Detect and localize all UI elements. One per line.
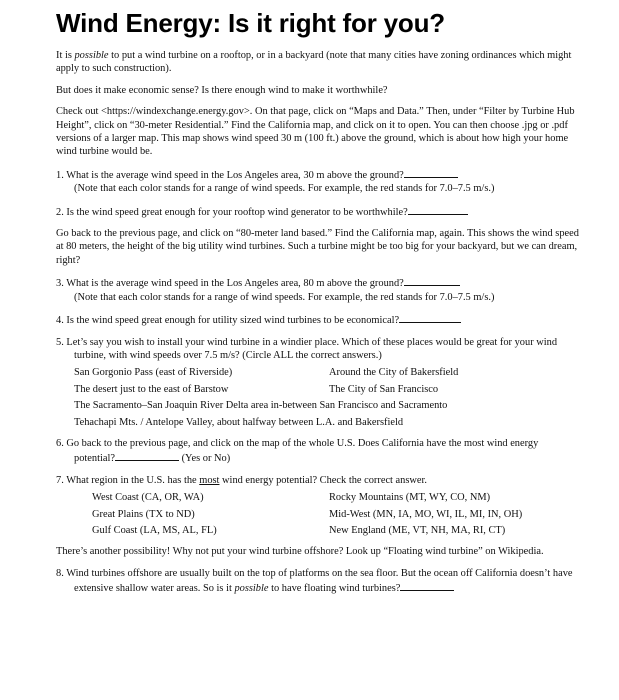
- question-3-text: 3. What is the average wind speed in the Los Angeles area, 80 m above the ground?: [56, 278, 404, 290]
- question-6: [56, 437, 579, 466]
- question-1-text: 1. What is the average wind speed in the Los Angeles area, 30 m above the ground?: [56, 169, 404, 181]
- answer-blank-4[interactable]: [399, 312, 461, 323]
- question-4: [56, 312, 579, 327]
- question-6-suffix: (Yes or No): [181, 453, 231, 465]
- question-7: [56, 474, 579, 538]
- answer-blank-6[interactable]: [115, 450, 179, 461]
- question-7-text-start: 7. What region in the U.S. has the: [56, 474, 200, 486]
- question-5: [56, 336, 579, 429]
- option-west-coast[interactable]: West Coast (CA, OR, WA): [92, 492, 204, 504]
- option-san-francisco[interactable]: The City of San Francisco: [329, 383, 439, 395]
- question-3: [56, 275, 579, 304]
- question-8-emphasis: possible: [234, 583, 269, 595]
- intro-p1-start: It is: [56, 50, 75, 61]
- question-5-text: 5. Let’s say you wish to install your wind turbine in a windier place. Which of these places would be great for your wind turbine, with wind speeds over 7.5 m/s? (Circle ALL the correct answers.): [56, 336, 558, 361]
- option-great-plains[interactable]: Great Plains (TX to ND): [92, 508, 195, 520]
- intro-paragraph-2: But does it make economic sense? Is there enough wind to make it worthwhile?: [56, 84, 388, 96]
- offshore-paragraph: There’s another possibility! Why not put your wind turbine offshore? Look up “Floating wind turbine” on Wikipedia.: [56, 546, 544, 558]
- answer-blank-2[interactable]: [408, 204, 468, 215]
- option-san-gorgonio[interactable]: San Gorgonio Pass (east of Riverside): [74, 367, 233, 379]
- option-mid-west[interactable]: Mid-West (MN, IA, MO, WI, IL, MI, IN, OH): [329, 508, 523, 520]
- option-tehachapi[interactable]: Tehachapi Mts. / Antelope Valley, about halfway between L.A. and Bakersfield: [74, 416, 404, 428]
- intro-p1-emphasis: possible: [74, 50, 109, 61]
- intro-paragraph-1: [56, 49, 579, 76]
- option-rocky-mountains[interactable]: Rocky Mountains (MT, WY, CO, NM): [329, 492, 491, 504]
- question-4-text: 4. Is the wind speed great enough for utility sized wind turbines to be economical?: [56, 315, 400, 327]
- question-2: [56, 204, 579, 219]
- question-8-text-start: 8. Wind turbines offshore are usually built on the top of platforms on the sea floor. But the ocean off California doesn’t have extensive shallow water areas. So is it: [56, 567, 573, 595]
- instructions-paragraph: Check out <https://windexchange.energy.gov>. On that page, click on “Maps and Data.” Then, under “Filter by Turbine Hub Height”, click on “30-meter Residential.” Find the California map, and click on it to open. You can then choose .jpg or .pdf versions of a larger map. This map shows wind speed 30 m (100 ft.) above the ground, which is about how high your home wind turbine would be.: [56, 106, 575, 158]
- option-new-england[interactable]: New England (ME, VT, NH, MA, RI, CT): [329, 524, 506, 536]
- second-map-paragraph: Go back to the previous page, and click on “80-meter land based.” Find the California map, again. This shows the wind speed at 80 meters, the height of the big utility wind turbines. Such a turbine might be too big for your backyard, but we can dream, right?: [56, 228, 579, 266]
- option-bakersfield[interactable]: Around the City of Bakersfield: [329, 367, 459, 379]
- question-8: [56, 567, 579, 596]
- option-delta[interactable]: The Sacramento–San Joaquin River Delta area in-between San Francisco and Sacramento: [74, 400, 448, 412]
- option-barstow-desert[interactable]: The desert just to the east of Barstow: [74, 383, 229, 395]
- question-6-text: 6. Go back to the previous page, and click on the map of the whole U.S. Does California have the most wind energy potential?: [56, 437, 539, 465]
- page-title: Wind Energy: Is it right for you?: [56, 8, 445, 38]
- option-gulf-coast[interactable]: Gulf Coast (LA, MS, AL, FL): [92, 524, 217, 536]
- question-7-text-end: wind energy potential? Check the correct answer.: [219, 474, 427, 486]
- question-3-note: (Note that each color stands for a range of wind speeds. For example, the red stands for 7.0–7.5 m/s.): [74, 291, 495, 303]
- intro-p1-end: to put a wind turbine on a rooftop, or in a backyard (note that many cities have zoning ordinances which might apply to such construction).: [56, 50, 572, 75]
- question-8-text-end: to have floating wind turbines?: [268, 583, 401, 595]
- question-1: [56, 167, 579, 196]
- question-1-note: (Note that each color stands for a range of wind speeds. For example, the red stands for 7.0–7.5 m/s.): [74, 183, 495, 195]
- question-5-options: [74, 366, 579, 396]
- answer-blank-1[interactable]: [404, 167, 458, 178]
- question-7-options: [74, 491, 579, 537]
- answer-blank-3[interactable]: [404, 275, 460, 286]
- answer-blank-8[interactable]: [400, 580, 454, 591]
- question-2-text: 2. Is the wind speed great enough for your rooftop wind generator to be worthwhile?: [56, 206, 408, 218]
- question-7-underlined: most: [199, 474, 220, 486]
